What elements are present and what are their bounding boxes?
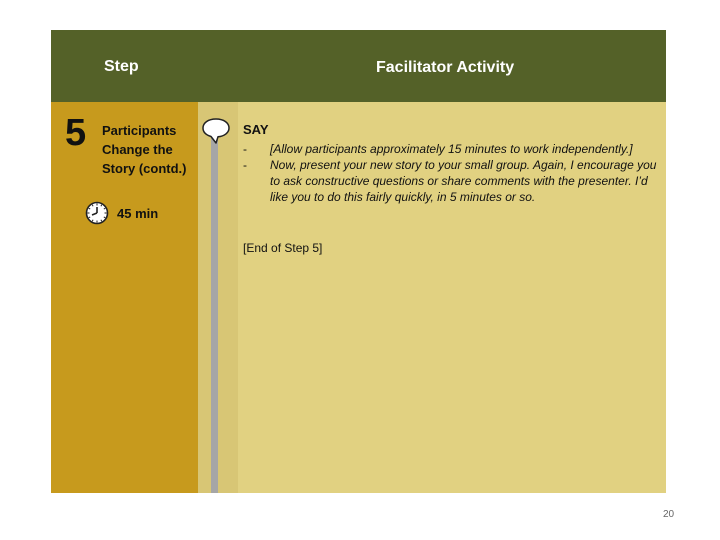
divider-bar [211, 138, 218, 493]
header-band [51, 30, 666, 102]
end-of-step-note: [End of Step 5] [243, 241, 323, 255]
list-item [243, 157, 663, 205]
bullet-marker: - [243, 158, 247, 172]
list-item [243, 141, 663, 157]
header-step-label: Step [104, 58, 139, 75]
step-number: 5 [65, 112, 87, 154]
duration-label: 45 min [117, 206, 159, 221]
speech-bubble-icon [201, 117, 231, 145]
list-item-text: [Allow participants approximately 15 minutes to work independently.] [270, 142, 633, 156]
say-label: SAY [243, 122, 269, 137]
bullet-marker: - [243, 142, 247, 156]
page-number: 20 [663, 509, 675, 520]
step-title: Participants Change the Story (contd.) [102, 123, 187, 176]
instruction-list [243, 141, 663, 205]
header-activity-label: Facilitator Activity [376, 59, 515, 76]
clock-icon [85, 201, 109, 225]
list-item-text: Now, present your new story to your small group. Again, I encourage you to ask constructive questions or share comments with the presenter. I’d like you to do this fairly quickly, in 5 minutes or so. [270, 158, 657, 204]
divider-strip [198, 102, 238, 493]
